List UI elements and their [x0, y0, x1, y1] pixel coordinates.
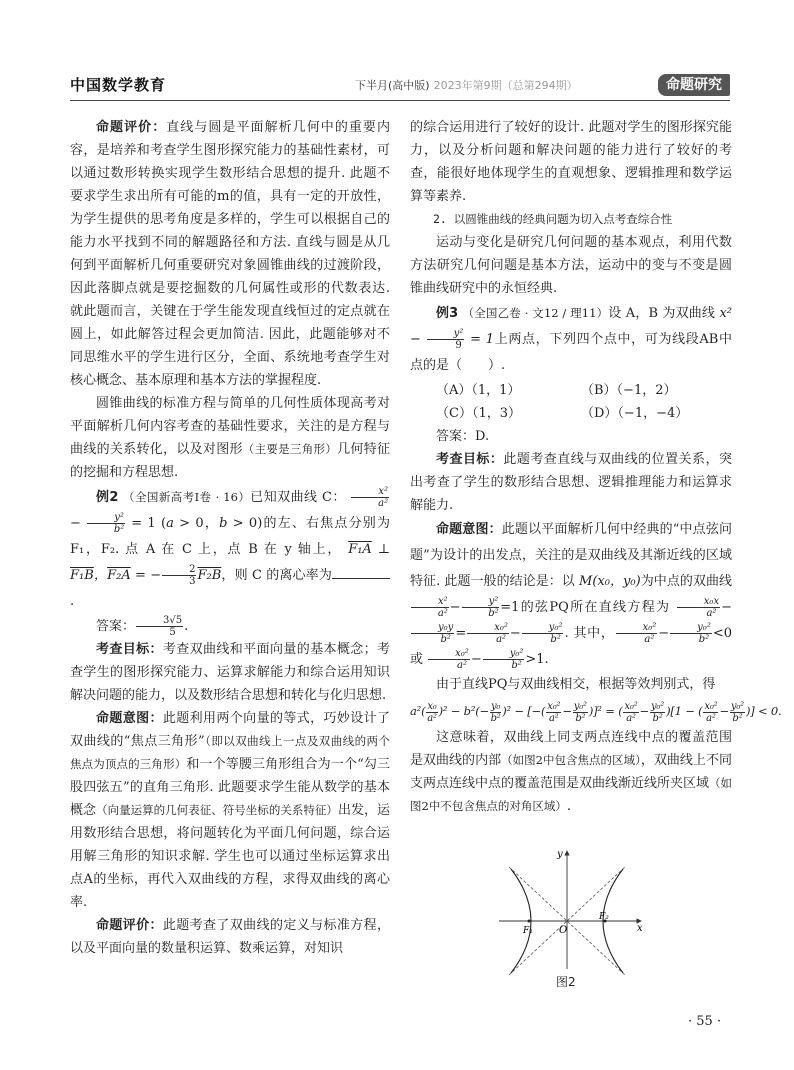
issue-date: 2023年第9期（总第294期） — [433, 79, 578, 92]
coverage-note-2: （如图2中不包含焦点的对角区域） — [410, 776, 733, 813]
left-column — [70, 116, 390, 960]
goal-paragraph-2 — [70, 638, 390, 707]
intent-text-a: 此题利用两个向量的等式，巧妙设计了双曲线的“焦点三角形” — [70, 711, 390, 749]
answer-label: 答案： — [96, 619, 136, 634]
frac-y2b2: $\frac{\text{y²}}{\text{b²}}$ — [462, 596, 500, 619]
frac-x2a2: $\frac{\text{x²}}{\text{a²}}$ — [411, 596, 449, 619]
intent-paragraph-3: 命题意图：此题以平面解析几何中经典的“中点弦问题”为设计的出发点，关注的是双曲线及其渐近线的区域特征. 此题一般的结论是：以 M(x₀，y₀)为中点的双曲线 $\frac{\text{x²}}{\text{a²}}$ − $\frac{\text{y²}}{\text{b²}}$ =1的弦PQ所在直线方程为 $\frac{\text{x₀x}}{\text{a²}}$ − $\frac{\text{y₀y}}{\text{b²}}$ = $\frac{\text{x₀²}}{\text{a²}}$ − $\frac{\text{y₀²}}{\text{b²}}$ . 其中， $\frac{\text{x₀²}}{\text{a²}}$ − $\frac{\text{y₀²}}{\text{b²}}$ <0 或 $\frac{\text{x₀²}}{\text{a²}}$ − $\frac{\text{y₀²}}{\text{b²}}$ >1. — [410, 522, 733, 671]
options-row-1 — [410, 379, 732, 402]
example-2: 例2 （全国新高考Ⅰ卷 · 16）已知双曲线 C： $\frac{\text{x²}}{\text{a²}}$ − $\frac{\text{y²}}{\text{b²}}$ = 1 (a > 0，b > 0)的左、右焦点分别为 F₁，F₂. 点 A 在 C 上，点 B 在 y 轴上， F₁A ⊥ F₁B，F₂A = − $\frac{2}{3}$ F₂B，则 C 的离心率为. — [70, 486, 390, 609]
cond-3: $\frac{\text{x₀²}}{\text{a²}}$ — [428, 648, 470, 671]
discriminant-inequality: a²( $\frac{\text{x₀}}{\text{a²}}$ )² − b²(− $\frac{\text{y₀}}{\text{b²}}$ )² − [−( $\frac{\text{x₀²}}{\text{a²}}$ − $\frac{\text{y₀²}}{\text{b²}}$ )]² = ( $\frac{\text{x₀²}}{\text{a²}}$ − $\frac{\text{y₀²}}{\text{b²}}$ )[1 − ( $\frac{\text{x₀²}}{\text{a²}}$ − $\frac{\text{y₀²}}{\text{b²}}$ )] < 0. — [410, 700, 782, 724]
label-intent-3: 命题意图： — [436, 522, 502, 537]
issue-info — [355, 77, 578, 93]
conic-text: 圆锥曲线的标准方程与简单的几何性质体现高考对平面解析几何内容考查的基础性要求，关注的是方程与曲线的关系转化，以及对图形 — [70, 396, 390, 457]
point-M: M(x₀，y₀) — [574, 574, 641, 589]
example-2-label: 例2 — [96, 490, 119, 505]
coverage-text-a: 这意味着，双曲线上同支两点连线中点的覆盖范围是双曲线的内部 — [410, 730, 732, 768]
label-f1: F₁ — [523, 926, 533, 936]
goal-text-2: 考查双曲线和平面向量的基本概念；考查学生的图形探究能力、运算求解能力和综合运用知识解决问题的能力，以及数形结合思想和转化与化归思想. — [70, 642, 390, 703]
example-2-text-a: 已知双曲线 C： — [250, 490, 346, 505]
vector-condition: F₁A ⊥ F₁B，F₂A = − $\frac{2}{3}$ F₂B — [70, 542, 390, 587]
example-3-source: （全国乙卷 · 文12 / 理11） — [462, 306, 609, 320]
coverage-paragraph — [410, 726, 732, 818]
evaluation-paragraph-2 — [70, 914, 390, 960]
fraction-x2-a2: $\frac{\text{x²}}{\text{a²}}$ — [351, 486, 389, 509]
answer-blank — [332, 564, 390, 579]
option-a: （A）（1，1） — [436, 383, 521, 398]
intent-text-3a: 此题以平面解析几何中经典的“中点弦问题”为设计的出发点，关注的是双曲线及其渐近线的区域特征. 此题一般的结论是：以 — [410, 522, 732, 589]
options-row-2 — [410, 402, 732, 425]
answer-denominator: 5 — [169, 627, 176, 638]
label-goal: 考查目标： — [96, 642, 163, 657]
intent-text-c: 出发，运用数形结合思想，将问题转化为平面几何问题，综合运用解三角形的知识求解. 学生也可以通过坐标运算求出点A的坐标，再代入双曲线的方程，求得双曲线的离心率. — [70, 803, 390, 910]
intent-note-2: （向量运算的几何表征、符号坐标的关系特征） — [96, 803, 338, 817]
example-3-label: 例3 — [436, 306, 459, 321]
goal-paragraph-3 — [410, 448, 732, 517]
label-x: x — [637, 923, 643, 934]
motion-paragraph: 运动与变化是研究几何问题的基本观点，利用代数方法研究几何问题是基本方法，运动中的变与不变是圆锥曲线研究中的永恒经典. — [410, 235, 732, 296]
coverage-text-end: . — [566, 799, 571, 814]
header-divider — [70, 100, 730, 101]
evaluation-text-1: 直线与圆是平面解析几何中的重要内容，是培养和考查学生图形探究能力的基础性素材，可以通过数形转换实现学生数形结合思想的提升. 此题不要求学生求出所有可能的m的值，具有一定的开放性，为学生提供的思考角度是多样的，学生可以根据自己的能力水平找到不同的解题路径和方法. 直线与圆是从几何到平面解析几何重要研究对象圆锥曲线的过渡阶段，因此落脚点就是要挖掘数的几何属性或形的代数表达. 就此题而言，关键在于学生能发现直线恒过的定点就在圆上，如此解答过程会更加简洁. 因此，此题能够对不同思维水平的学生进行区分，全面、系统地考查学生对核心概念、基本原理和基本方法的掌握程度. — [70, 120, 390, 388]
conic-note: （主要是三角形） — [242, 442, 338, 456]
chord-term-1: $\frac{\text{x₀x}}{\text{a²}}$ — [677, 596, 720, 619]
focus-f1 — [528, 920, 531, 923]
conic-text-end: 几何特征的挖掘和方程思想. — [70, 442, 390, 480]
example-3-text-b: 上两点，下列四个点中，可为线段AB中点的是（ ）. — [410, 332, 732, 373]
issue-edition: 下半月(高中版) — [355, 79, 430, 92]
right-column — [410, 116, 782, 818]
answer-numerator: 3√5 — [136, 615, 183, 627]
label-goal-3: 考查目标： — [436, 452, 504, 467]
evaluation-continued: 的综合运用进行了较好的设计. 此题对学生的图形探究能力，以及分析问题和解决问题的能力进行了较好的考查，能很好地体现学生的直观想象、逻辑推理和数学运算等素养. — [410, 120, 732, 204]
example-2-source: （全国新高考Ⅰ卷 · 16） — [123, 490, 251, 504]
discriminant-paragraph: 由于直线PQ与双曲线相交，根据等效判别式，得 — [436, 677, 716, 692]
label-y: y — [557, 849, 563, 860]
option-d: （D）（−1，−4） — [581, 406, 689, 421]
chord-term-3: $\frac{\text{x₀²}}{\text{a²}}$ — [467, 622, 509, 645]
chord-term-4: $\frac{\text{y₀²}}{\text{b²}}$ — [522, 622, 564, 645]
intent-paragraph-2 — [70, 707, 390, 914]
label-intent: 命题意图： — [96, 711, 163, 726]
option-b: （B）（−1，2） — [581, 383, 677, 398]
example-3-text-a: 设 A，B 为双曲线 — [608, 306, 716, 321]
label-f2: F₂ — [599, 912, 609, 922]
figure-caption: 图2 — [556, 975, 576, 989]
hyperbola-equation-ex3: x² − $\frac{\text{y²}}{9}$ = 1 — [410, 306, 732, 351]
label-origin: O — [559, 925, 568, 936]
chord-term-2: $\frac{\text{y₀y}}{\text{b²}}$ — [411, 622, 454, 645]
intent-text-3d: 其中， — [573, 626, 615, 641]
evaluation-paragraph-1 — [70, 116, 390, 392]
option-c: （C）（1，3） — [436, 406, 521, 421]
example-3 — [410, 300, 732, 379]
column-tag: 命题研究 — [658, 74, 730, 96]
cond-2: $\frac{\text{y₀²}}{\text{b²}}$ — [670, 622, 712, 645]
label-evaluation-2: 命题评价： — [96, 918, 163, 933]
intent-text-3c: 的弦PQ所在直线方程为 — [519, 600, 671, 615]
cond-1: $\frac{\text{x₀²}}{\text{a²}}$ — [616, 622, 658, 645]
example-2-answer: 答案： $\frac{3√5}{5}$ . — [96, 615, 189, 638]
label-evaluation: 命题评价： — [96, 120, 167, 135]
cond-4: $\frac{\text{y₀²}}{\text{b²}}$ — [483, 648, 525, 671]
answer-fraction — [136, 615, 183, 638]
example-3-answer: 答案：D. — [436, 429, 490, 444]
coverage-text-b: ，双曲线上不同支两点连线中点的覆盖范围是双曲线渐近线所夹区域 — [410, 753, 732, 791]
intent-note-1: （即以双曲线上一点及双曲线的两个焦点为顶点的三角形） — [70, 734, 390, 771]
intent-text-3b: 为中点的双曲线 — [640, 574, 733, 589]
coverage-note-1: （如图2中包含焦点的区域） — [501, 753, 641, 767]
page-header — [70, 74, 730, 100]
evaluation-text-2: 此题考查了双曲线的定义与标准方程，以及平面向量的数量积运算、数乘运算，对知识 — [70, 918, 390, 956]
intent-text-b: 和一个等腰三角形组合为一个“勾三股四弦五”的直角三角形. 此题要求学生能从数学的基本概念 — [70, 757, 390, 818]
conic-paragraph — [70, 392, 390, 484]
example-2-text-b: 的左、右焦点分别为 F₁，F₂. 点 A 在 C 上，点 B 在 y 轴上， — [70, 516, 390, 557]
page-number: · 55 · — [688, 1014, 722, 1029]
goal-text-3: 此题考查直线与双曲线的位置关系，突出考查了学生的数形结合思想、逻辑推理能力和运算求解能力. — [410, 452, 732, 513]
example-2-text-c: ，则 C 的离心率为 — [221, 568, 332, 583]
fraction-y2-b2: $\frac{\text{y²}}{\text{b²}}$ — [87, 512, 125, 535]
section-heading-2: 2. 以圆锥曲线的经典问题为切入点考查综合性 — [433, 212, 673, 226]
journal-title: 中国数学教育 — [70, 76, 167, 94]
